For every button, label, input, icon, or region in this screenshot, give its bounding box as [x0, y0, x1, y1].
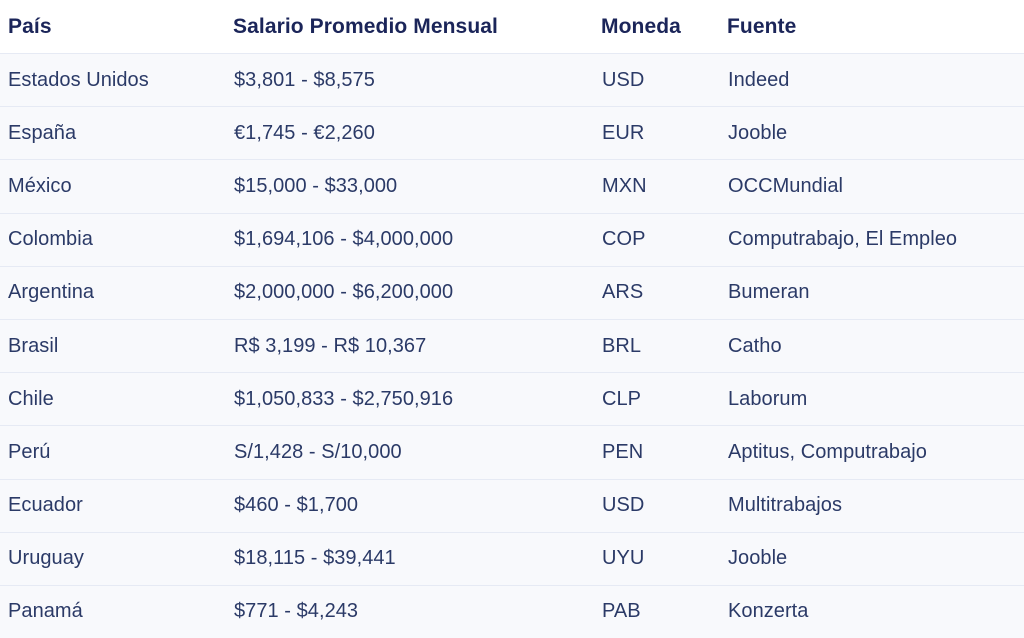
table-row	[0, 426, 1024, 479]
cell-currency: PAB	[601, 585, 727, 638]
cell-source: Jooble	[727, 532, 1024, 585]
cell-source: Aptitus, Computrabajo	[727, 426, 1024, 479]
column-header-country: País	[0, 0, 233, 54]
cell-currency: MXN	[601, 160, 727, 213]
table-row	[0, 54, 1024, 107]
cell-salary: $2,000,000 - $6,200,000	[233, 266, 601, 319]
table-row	[0, 213, 1024, 266]
cell-salary: $18,115 - $39,441	[233, 532, 601, 585]
cell-source: Bumeran	[727, 266, 1024, 319]
cell-salary: $1,694,106 - $4,000,000	[233, 213, 601, 266]
cell-source: Multitrabajos	[727, 479, 1024, 532]
table-body	[0, 54, 1024, 638]
table-header-row	[0, 0, 1024, 54]
cell-source: Catho	[727, 319, 1024, 372]
cell-salary: $1,050,833 - $2,750,916	[233, 373, 601, 426]
cell-currency: BRL	[601, 319, 727, 372]
table-row	[0, 266, 1024, 319]
cell-country: México	[0, 160, 233, 213]
cell-salary: €1,745 - €2,260	[233, 107, 601, 160]
cell-country: España	[0, 107, 233, 160]
table-row	[0, 532, 1024, 585]
table-row	[0, 107, 1024, 160]
column-header-source: Fuente	[727, 0, 1024, 54]
table-row	[0, 373, 1024, 426]
cell-country: Argentina	[0, 266, 233, 319]
cell-source: Konzerta	[727, 585, 1024, 638]
cell-salary: $15,000 - $33,000	[233, 160, 601, 213]
cell-source: Indeed	[727, 54, 1024, 107]
cell-currency: USD	[601, 54, 727, 107]
cell-currency: ARS	[601, 266, 727, 319]
cell-currency: COP	[601, 213, 727, 266]
cell-country: Brasil	[0, 319, 233, 372]
cell-source: Computrabajo, El Empleo	[727, 213, 1024, 266]
cell-source: Laborum	[727, 373, 1024, 426]
cell-currency: USD	[601, 479, 727, 532]
cell-country: Uruguay	[0, 532, 233, 585]
cell-source: Jooble	[727, 107, 1024, 160]
cell-currency: PEN	[601, 426, 727, 479]
cell-country: Ecuador	[0, 479, 233, 532]
cell-country: Panamá	[0, 585, 233, 638]
table-row	[0, 160, 1024, 213]
cell-currency: CLP	[601, 373, 727, 426]
cell-salary: $460 - $1,700	[233, 479, 601, 532]
cell-salary: $3,801 - $8,575	[233, 54, 601, 107]
cell-currency: UYU	[601, 532, 727, 585]
cell-country: Colombia	[0, 213, 233, 266]
table-header	[0, 0, 1024, 54]
column-header-salary: Salario Promedio Mensual	[233, 0, 601, 54]
cell-currency: EUR	[601, 107, 727, 160]
cell-salary: $771 - $4,243	[233, 585, 601, 638]
cell-salary: S/1,428 - S/10,000	[233, 426, 601, 479]
table-row	[0, 479, 1024, 532]
column-header-currency: Moneda	[601, 0, 727, 54]
cell-salary: R$ 3,199 - R$ 10,367	[233, 319, 601, 372]
cell-country: Perú	[0, 426, 233, 479]
cell-country: Chile	[0, 373, 233, 426]
table-row	[0, 585, 1024, 638]
cell-source: OCCMundial	[727, 160, 1024, 213]
table-row	[0, 319, 1024, 372]
cell-country: Estados Unidos	[0, 54, 233, 107]
